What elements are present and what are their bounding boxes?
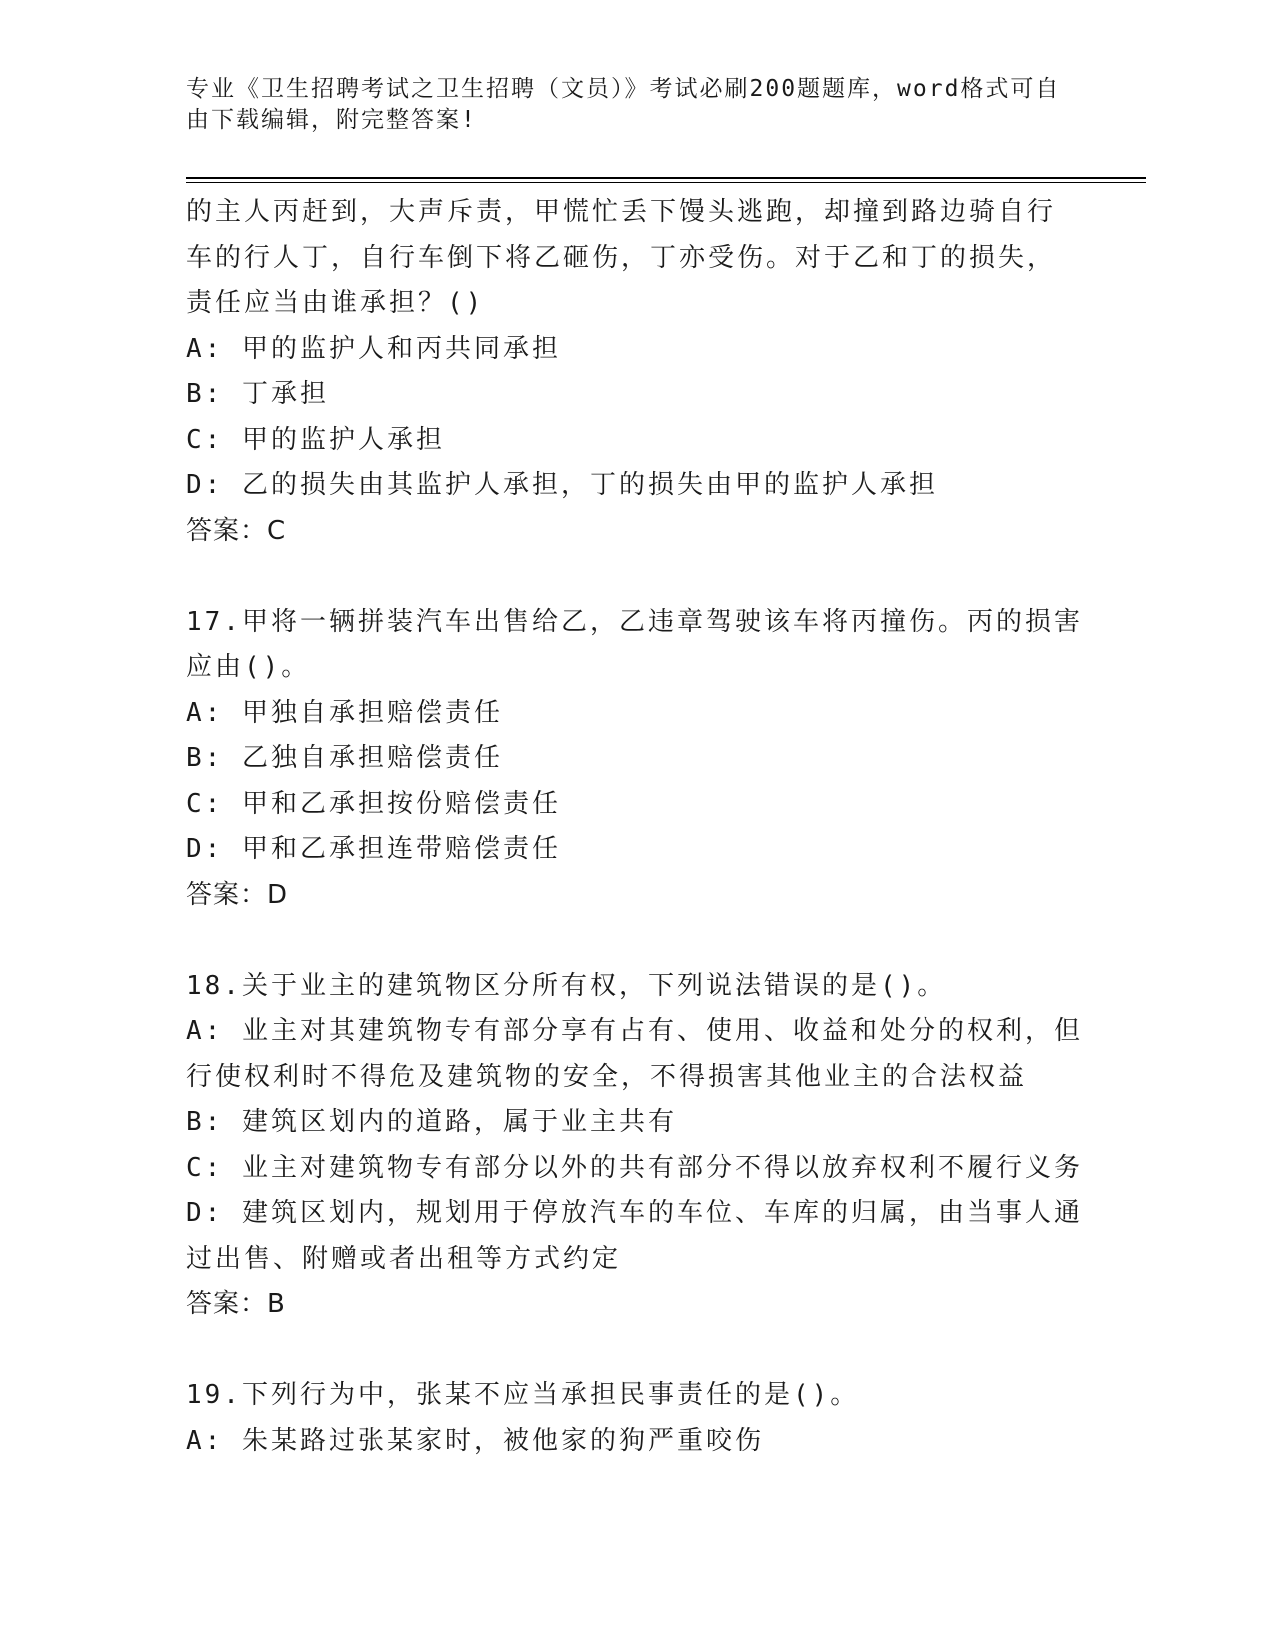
document-body (186, 190, 1083, 1464)
question-16 (186, 190, 1066, 554)
question-16-option-b: B: 丁承担 (186, 379, 329, 409)
question-16-option-d: D: 乙的损失由其监护人承担，丁的损失由甲的监护人承担 (186, 470, 938, 500)
question-17-stem-line-1: 17.甲将一辆拼装汽车出售给乙，乙违章驾驶该车将丙撞伤。丙的损害 (186, 606, 1083, 637)
question-16-stem-line-2: 车的行人丁，自行车倒下将乙砸伤，丁亦受伤。对于乙和丁的损失， (186, 242, 1057, 273)
question-19-stem-line-1: 19.下列行为中，张某不应当承担民事责任的是()。 (186, 1380, 860, 1410)
question-19 (186, 1373, 1066, 1464)
spacer (186, 1328, 1066, 1374)
question-18-answer: 答案：B (186, 1289, 286, 1319)
question-18 (186, 964, 1083, 1328)
question-17-option-a: A: 甲独自承担赔偿责任 (186, 697, 503, 728)
question-17-option-b: B: 乙独自承担赔偿责任 (186, 743, 503, 773)
spacer (186, 554, 1066, 600)
question-18-option-a-line-1: A: 业主对其建筑物专有部分享有占有、使用、收益和处分的权利，但 (186, 1016, 1083, 1046)
question-16-option-c: C: 甲的监护人承担 (186, 424, 445, 455)
question-16-stem-line-1: 的主人丙赶到，大声斥责，甲慌忙丢下馒头逃跑，却撞到路边骑自行 (186, 197, 1057, 227)
question-19-option-a: A: 朱某路过张某家时，被他家的狗严重咬伤 (186, 1425, 764, 1456)
question-18-option-c: C: 业主对建筑物专有部分以外的共有部分不得以放弃权利不履行义务 (186, 1152, 1083, 1183)
question-18-option-a-line-2: 行使权利时不得危及建筑物的安全，不得损害其他业主的合法权益 (186, 1061, 1028, 1092)
spacer (186, 918, 1066, 964)
question-18-stem-line-1: 18.关于业主的建筑物区分所有权，下列说法错误的是()。 (186, 970, 947, 1001)
question-17-stem-line-2: 应由()。 (186, 652, 311, 682)
document-header: 专业《卫生招聘考试之卫生招聘（文员）》考试必刷200题题库，word格式可自由下载编辑，附完整答案! (186, 76, 1061, 133)
question-16-stem-line-3: 责任应当由谁承担？() (186, 288, 485, 318)
question-17-answer: 答案：D (186, 879, 289, 910)
question-16-option-a: A: 甲的监护人和丙共同承担 (186, 333, 561, 364)
header-rule-thin (186, 182, 1146, 183)
question-16-answer: 答案：C (186, 515, 287, 546)
question-17-option-d: D: 甲和乙承担连带赔偿责任 (186, 834, 561, 864)
header-rule-thick (186, 177, 1146, 179)
question-18-option-d-line-2: 过出售、附赠或者出租等方式约定 (186, 1243, 622, 1274)
question-18-option-b: B: 建筑区划内的道路，属于业主共有 (186, 1107, 677, 1137)
question-18-option-d-line-1: D: 建筑区划内，规划用于停放汽车的车位、车库的归属，由当事人通 (186, 1198, 1083, 1228)
question-17-option-c: C: 甲和乙承担按份赔偿责任 (186, 788, 561, 819)
question-17 (186, 600, 1083, 919)
